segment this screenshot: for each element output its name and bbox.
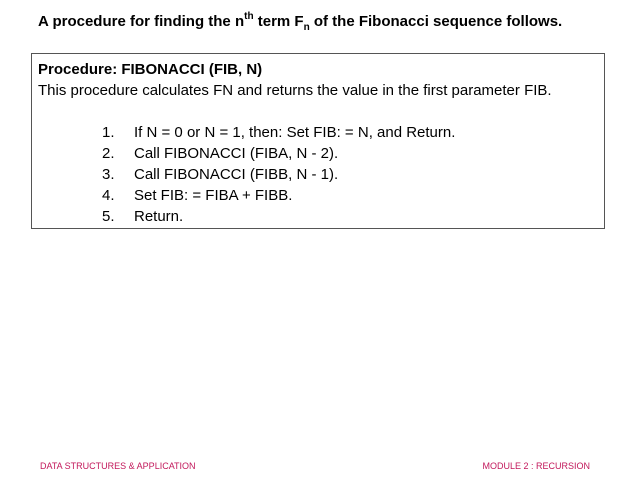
procedure-steps bbox=[38, 122, 604, 227]
step-4 bbox=[38, 185, 604, 206]
step-2 bbox=[38, 143, 604, 164]
title-mid: term F bbox=[253, 13, 304, 30]
step-3 bbox=[38, 164, 604, 185]
procedure-heading: Procedure: FIBONACCI (FIB, N) bbox=[38, 61, 263, 78]
step-number: 2. bbox=[102, 145, 115, 162]
step-number: 1. bbox=[102, 124, 115, 141]
title-subscript: n bbox=[303, 22, 310, 33]
procedure-description: This procedure calculates FN and returns the value in the first parameter FIB. bbox=[38, 82, 552, 99]
step-number: 5. bbox=[102, 208, 115, 225]
title-post: of the Fibonacci sequence follows. bbox=[309, 13, 563, 30]
step-text: Set FIB: = FIBA + FIBB. bbox=[134, 187, 293, 204]
step-5 bbox=[38, 206, 604, 227]
step-number: 3. bbox=[102, 166, 115, 183]
step-text: Call FIBONACCI (FIBB, N - 1). bbox=[134, 166, 339, 183]
footer-course-name: DATA STRUCTURES & APPLICATION bbox=[40, 461, 196, 471]
title-pre: A procedure for finding the n bbox=[38, 13, 245, 30]
step-number: 4. bbox=[102, 187, 115, 204]
step-text: Call FIBONACCI (FIBA, N - 2). bbox=[134, 145, 339, 162]
step-text: If N = 0 or N = 1, then: Set FIB: = N, and Return. bbox=[134, 124, 456, 141]
procedure-box bbox=[31, 53, 605, 229]
title-superscript: th bbox=[244, 11, 254, 22]
slide-title bbox=[38, 11, 618, 33]
step-text: Return. bbox=[134, 208, 184, 225]
footer-module-name: MODULE 2 : RECURSION bbox=[482, 461, 590, 471]
step-1 bbox=[38, 122, 604, 143]
